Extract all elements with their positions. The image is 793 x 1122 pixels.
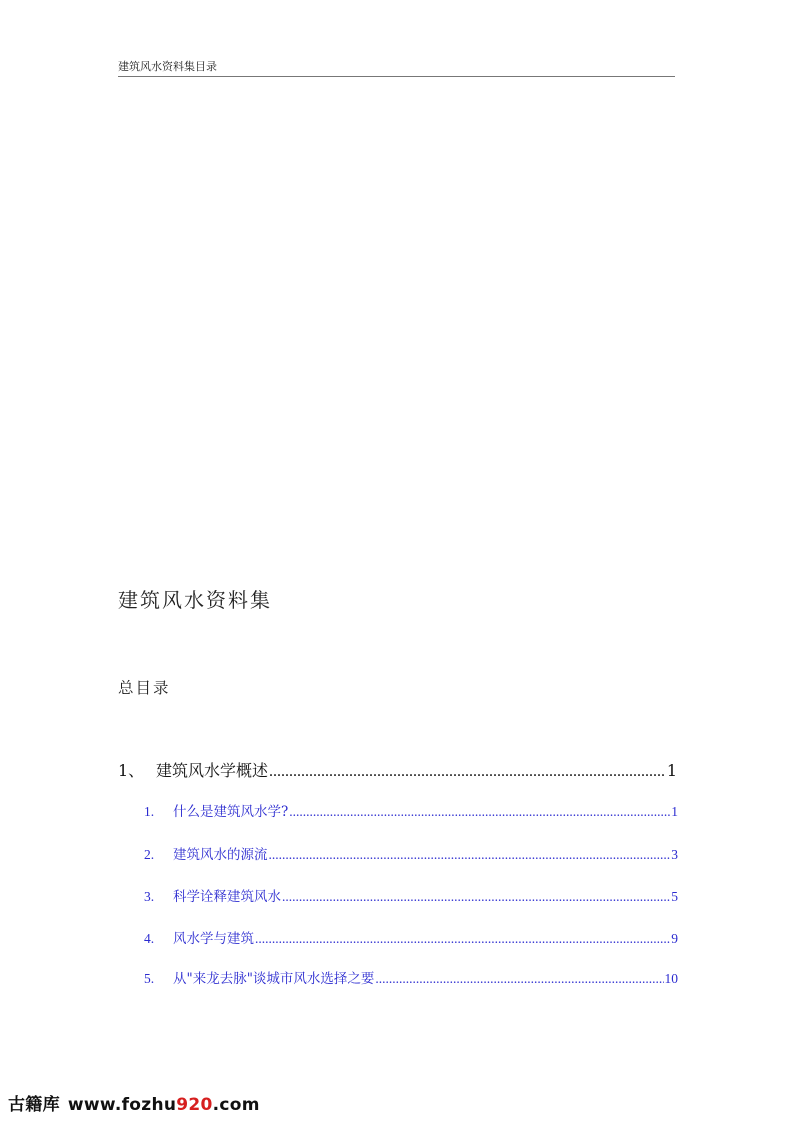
toc-entry-link[interactable] <box>144 800 678 820</box>
header-title: 建筑风水资料集目录 <box>118 60 217 73</box>
toc-entry-number: 1、 <box>118 761 145 780</box>
toc-entry-link[interactable] <box>144 927 678 947</box>
toc-leader-dots <box>269 763 666 781</box>
watermark-brand: 古籍库 <box>8 1095 60 1115</box>
toc-entry-page: 9 <box>671 931 678 946</box>
toc-entry-number: 1. <box>144 804 155 819</box>
toc-entry-label: 建筑风水学概述 <box>156 761 269 780</box>
toc-leader-dots <box>255 931 670 947</box>
toc-entry-label: 风水学与建筑 <box>173 931 254 947</box>
site-watermark <box>8 1090 260 1115</box>
toc-entry-label: 科学诠释建筑风水 <box>173 889 281 905</box>
watermark-url-prefix: www.fozhu <box>67 1095 177 1115</box>
toc-leader-dots <box>289 804 670 820</box>
toc-entry-link[interactable] <box>144 843 678 863</box>
toc-leader-dots <box>282 889 670 905</box>
running-header <box>118 60 675 77</box>
watermark-url-suffix: .com <box>212 1095 260 1115</box>
toc-entry-number: 4. <box>144 931 155 946</box>
toc-entry-main[interactable] <box>118 758 677 781</box>
toc-entry-label: 建筑风水的源流 <box>173 847 268 863</box>
toc-entry-label: 什么是建筑风水学? <box>173 804 289 820</box>
toc-entry-number: 2. <box>144 847 155 862</box>
toc-entry-page: 10 <box>664 971 678 986</box>
toc-entry-page: 1 <box>666 761 677 780</box>
toc-leader-dots <box>269 847 671 863</box>
toc-entry-page: 5 <box>671 889 678 904</box>
toc-heading: 总目录 <box>118 679 171 697</box>
watermark-url-accent: 920 <box>176 1095 213 1115</box>
toc-entry-label: 从"来龙去脉"谈城市风水选择之要 <box>173 971 375 987</box>
toc-entry-number: 3. <box>144 889 155 904</box>
toc-entry-number: 5. <box>144 971 155 986</box>
toc-leader-dots <box>375 971 663 987</box>
document-title: 建筑风水资料集 <box>118 588 272 612</box>
toc-entry-link[interactable] <box>144 967 678 987</box>
toc-entry-page: 3 <box>671 847 678 862</box>
toc-entry-link[interactable] <box>144 885 678 905</box>
toc-entry-page: 1 <box>671 804 678 819</box>
